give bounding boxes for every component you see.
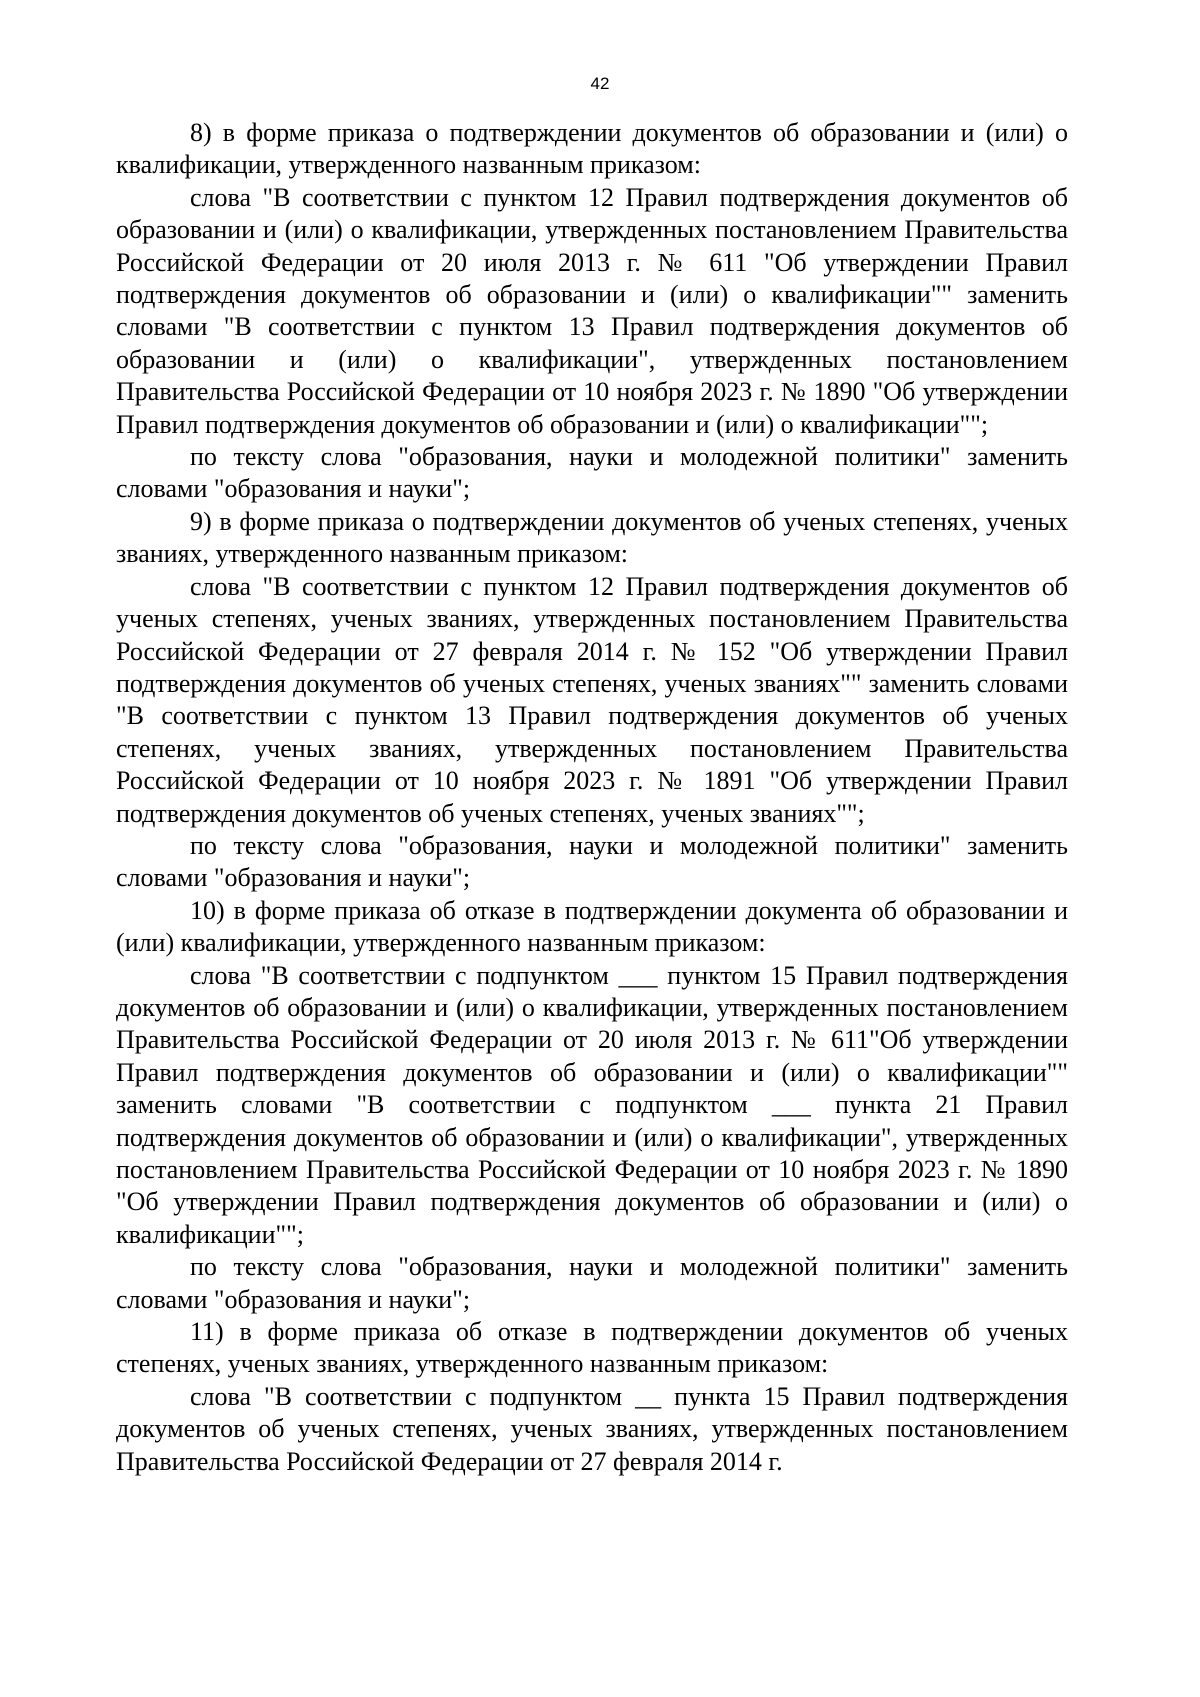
paragraph-item-10: 10) в форме приказа об отказе в подтверждении документа об образовании и (или) квалификации, утвержденного названным приказом:	[116, 895, 1068, 958]
paragraph-item-8: 8) в форме приказа о подтверждении документов об образовании и (или) о квалификации, утвержденного названным приказом:	[116, 118, 1068, 180]
page-number: 42	[590, 74, 610, 93]
paragraph-item-9: 9) в форме приказа о подтверждении документов об ученых степенях, ученых званиях, утвержденного названным приказом:	[116, 506, 1068, 569]
paragraph-item-9-words: слова "В соответствии с пунктом 12 Правил подтверждения документов об ученых степенях, ученых званиях, утвержденных постановлением Правительства Российской Федерации от 27 февраля 2014 г. № 152 "Об утверждении Правил подтверждения документов об ученых степенях, ученых званиях"" заменить словами "В соответствии с пунктом 13 Правил подтверждения документов об ученых степенях, ученых званиях, утвержденных постановлением Правительства Российской Федерации от 10 ноября 2023 г. № 1891 "Об утверждении Правил подтверждения документов об ученых степенях, ученых званиях"";	[116, 571, 1068, 828]
paragraph-item-10-words: слова "В соответствии с подпунктом ___ пунктом 15 Правил подтверждения документов об образовании и (или) о квалификации, утвержденных постановлением Правительства Российской Федерации от 20 июля 2013 г. № 611"Об утверждении Правил подтверждения документов об образовании и (или) о квалификации"" заменить словами "В соответствии с подпунктом ___ пункта 21 Правил подтверждения документов об образовании и (или) о квалификации", утвержденных постановлением Правительства Российской Федерации от 10 ноября 2023 г. № 1890 "Об утверждении Правил подтверждения документов об образовании и (или) о квалификации"";	[116, 960, 1068, 1249]
paragraph-item-9-text-replace: по тексту слова "образования, науки и молодежной политики" заменить словами "образования и науки";	[116, 830, 1068, 893]
paragraph-item-11-words: слова "В соответствии с подпунктом __ пункта 15 Правил подтверждения документов об ученых степенях, ученых званиях, утвержденных постановлением Правительства Российской Федерации от 27 февраля 2014 г.	[116, 1381, 1068, 1476]
paragraph-item-8-text-replace: по тексту слова "образования, науки и молодежной политики" заменить словами "образования и науки";	[116, 442, 1068, 504]
paragraph-item-11: 11) в форме приказа об отказе в подтверждении документов об ученых степенях, ученых званиях, утвержденного названным приказом:	[116, 1317, 1068, 1379]
paragraph-item-8-words: слова "В соответствии с пунктом 12 Правил подтверждения документов об образовании и (или) о квалификации, утвержденных постановлением Правительства Российской Федерации от 20 июля 2013 г. № 611 "Об утверждении Правил подтверждения документов об образовании и (или) о квалификации"" заменить словами "В соответствии с пунктом 13 Правил подтверждения документов об образовании и (или) о квалификации", утвержденных постановлением Правительства Российской Федерации от 10 ноября 2023 г. № 1890 "Об утверждении Правил подтверждения документов об образовании и (или) о квалификации"";	[116, 182, 1068, 439]
paragraph-item-10-text-replace: по тексту слова "образования, науки и молодежной политики" заменить словами "образования и науки";	[116, 1252, 1068, 1314]
document-body	[116, 117, 1068, 1478]
